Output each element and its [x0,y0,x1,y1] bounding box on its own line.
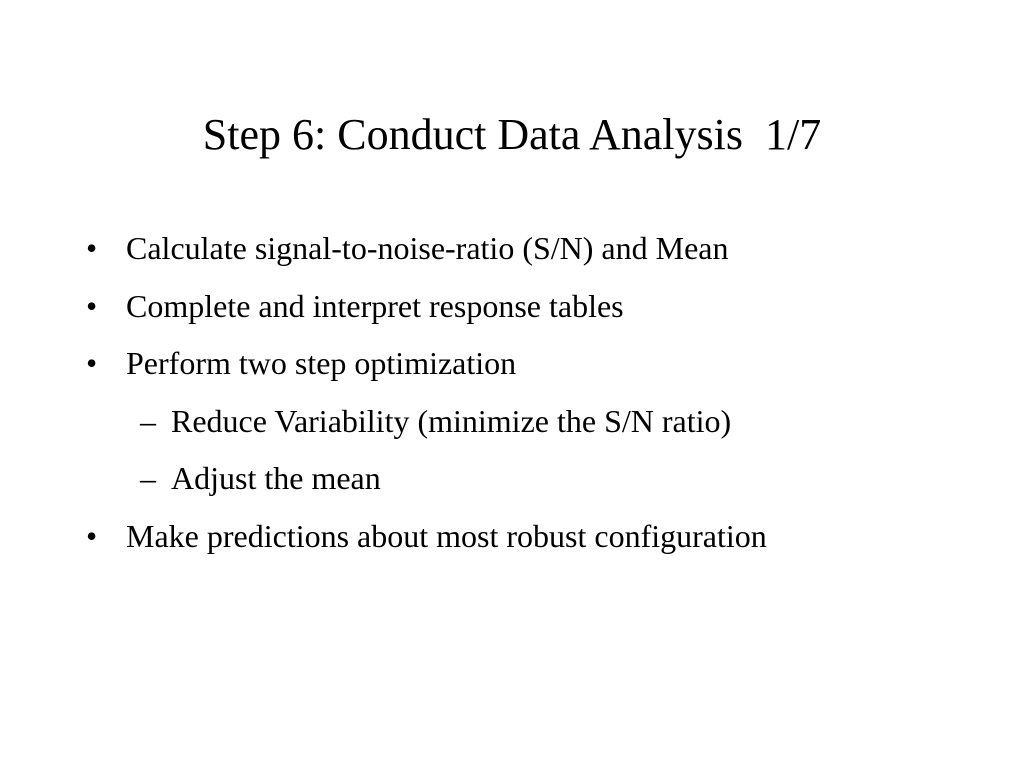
bullet-marker: • [86,287,98,324]
bullet-item [86,516,986,574]
bullet-text: Perform two step optimization [126,345,517,381]
bullet-text: Complete and interpret response tables [126,287,624,324]
slide-title: Step 6: Conduct Data Analysis 1/7 [202,110,822,159]
sub-bullet-item [86,401,986,459]
bullet-marker: • [86,345,98,381]
bullet-marker: • [86,230,98,266]
bullet-text: Calculate signal-to-noise-ratio (S/N) and Mean [126,230,729,266]
bullet-item [86,286,986,344]
sub-bullet-text: Adjust the mean [171,460,381,496]
bullet-list [86,228,986,573]
sub-bullet-text: Reduce Variability (minimize the S/N ratio) [171,402,732,439]
bullet-item [86,228,986,286]
bullet-item [86,343,986,401]
sub-bullet-item [86,458,986,516]
bullet-text: Make predictions about most robust configuration [126,517,767,554]
bullet-marker: • [86,517,98,554]
sub-bullet-marker: – [140,460,156,496]
sub-bullet-marker: – [140,402,156,439]
